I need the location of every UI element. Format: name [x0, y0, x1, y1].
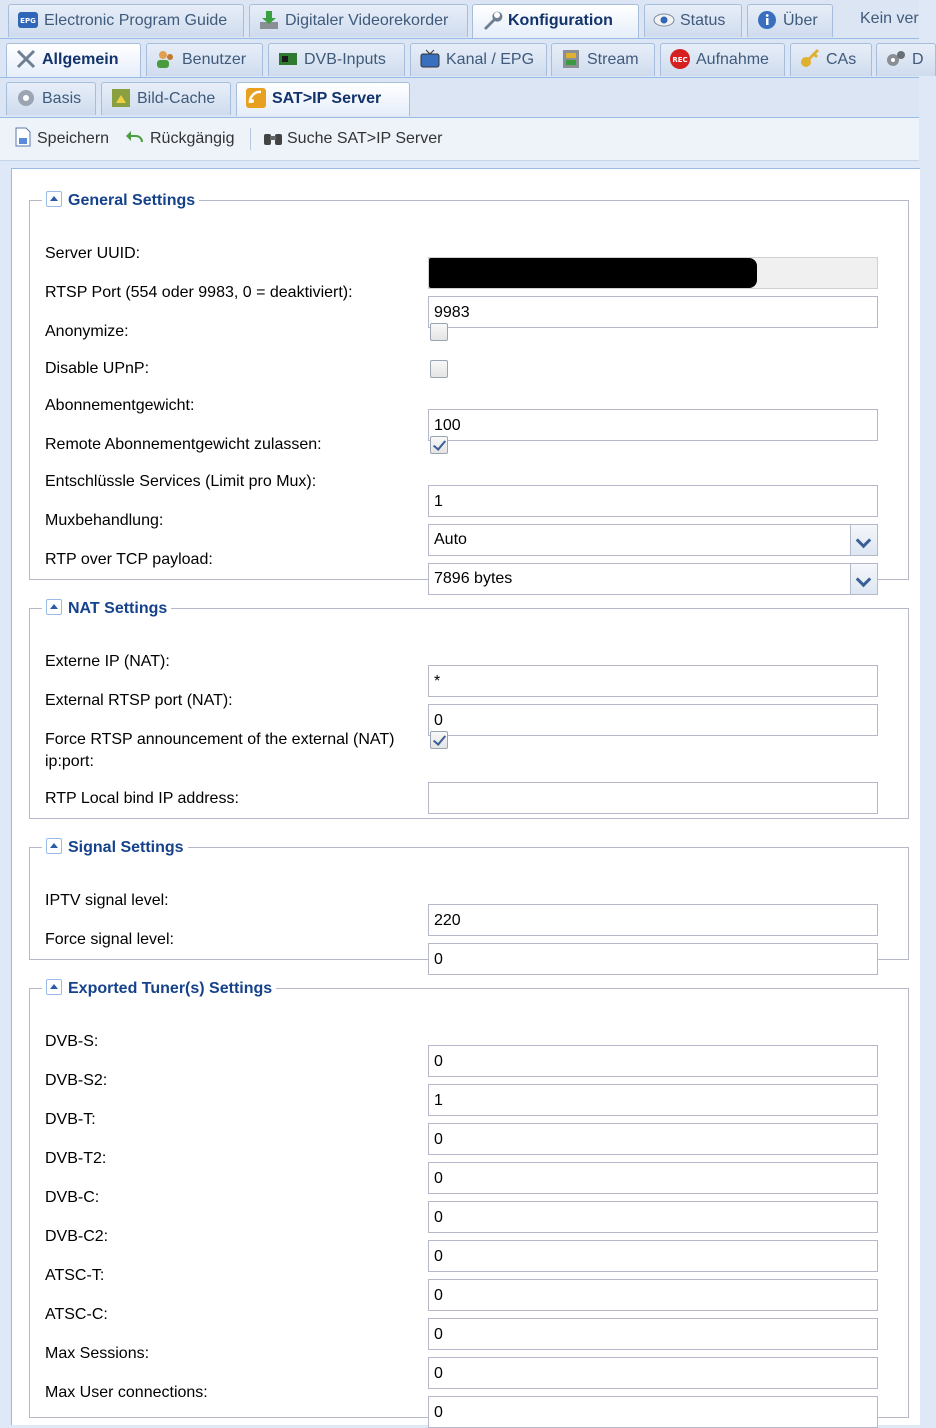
- chevron-down-icon[interactable]: [850, 564, 877, 594]
- force-rtsp-label: Force RTSP announcement of the external (NAT) ip:port:: [45, 731, 395, 770]
- signal-settings-fieldset: [29, 839, 909, 960]
- rtp-tcp-select[interactable]: 7896 bytes: [428, 563, 878, 595]
- nat-settings-legend: NAT Settings: [42, 598, 171, 620]
- tuner-label: DVB-C:: [45, 1189, 100, 1206]
- rtsp-port-label: RTSP Port (554 oder 9983, 0 = deaktiviert):: [45, 284, 353, 301]
- chevron-down-icon[interactable]: [850, 525, 877, 555]
- wrench-icon: [481, 9, 503, 31]
- tab-ueber[interactable]: Über: [747, 4, 833, 37]
- toolbar: [0, 118, 919, 161]
- tv-icon: [419, 48, 441, 70]
- tab-dvb-inputs[interactable]: DVB-Inputs: [268, 43, 405, 76]
- epg-icon: [17, 9, 39, 31]
- bind-ip-label: RTP Local bind IP address:: [45, 790, 239, 807]
- weight-input[interactable]: [428, 409, 878, 441]
- disable-upnp-checkbox[interactable]: [430, 360, 448, 378]
- tab-dvr[interactable]: Digitaler Videorekorder: [249, 4, 468, 37]
- general-settings-legend: General Settings: [42, 190, 199, 212]
- remote-weight-checkbox[interactable]: [430, 436, 448, 454]
- rec-icon: [669, 48, 691, 70]
- key-icon: [799, 48, 821, 70]
- svg-text:REC: REC: [672, 55, 688, 64]
- connection-status: Kein ver: [860, 10, 919, 27]
- card-icon: [277, 48, 299, 70]
- collapse-icon[interactable]: [46, 838, 62, 854]
- undo-button[interactable]: Rückgängig: [125, 127, 235, 151]
- binoculars-icon: [262, 126, 284, 148]
- server-uuid-field: [428, 257, 878, 289]
- ext-ip-input[interactable]: [428, 665, 878, 697]
- film-icon: [560, 48, 582, 70]
- force-rtsp-checkbox[interactable]: [430, 731, 448, 749]
- tuner-label: DVB-S:: [45, 1033, 99, 1050]
- svg-text:EPG: EPG: [20, 16, 36, 25]
- redacted-uuid: [429, 258, 757, 288]
- eye-icon: [653, 9, 675, 31]
- image-cache-icon: [110, 87, 132, 109]
- info-icon: [756, 9, 778, 31]
- rtp-tcp-label: RTP over TCP payload:: [45, 551, 213, 568]
- tab-bild-cache[interactable]: Bild-Cache: [101, 82, 231, 115]
- config-tab-bar: [0, 39, 924, 78]
- anonymize-label: Anonymize:: [45, 323, 129, 340]
- tab-konfiguration[interactable]: Konfiguration: [472, 4, 639, 38]
- muxcnf-label: Muxbehandlung:: [45, 512, 164, 529]
- nat-settings-fieldset: [29, 600, 909, 819]
- allgemein-sub-tab-bar: [0, 78, 919, 118]
- tuner-input[interactable]: [428, 1357, 878, 1389]
- save-icon: [12, 126, 34, 148]
- toolbar-separator: [250, 128, 251, 150]
- tuners-settings-fieldset: [29, 980, 909, 1418]
- tab-stream[interactable]: Stream: [551, 43, 655, 76]
- tab-sat-ip-server[interactable]: SAT>IP Server: [236, 82, 410, 116]
- users-icon: [155, 48, 177, 70]
- tuner-input[interactable]: [428, 1123, 878, 1155]
- tuner-input[interactable]: [428, 1396, 878, 1428]
- tuner-input[interactable]: [428, 1240, 878, 1272]
- search-sat-ip-button[interactable]: Suche SAT>IP Server: [262, 127, 442, 151]
- general-settings-fieldset: [29, 192, 909, 587]
- tuner-input[interactable]: [428, 1279, 878, 1311]
- main-tab-bar: [0, 0, 919, 39]
- collapse-icon[interactable]: [46, 599, 62, 615]
- disable-upnp-label: Disable UPnP:: [45, 360, 150, 377]
- force-signal-input[interactable]: [428, 943, 878, 975]
- tuner-input[interactable]: [428, 1045, 878, 1077]
- force-signal-label: Force signal level:: [45, 931, 174, 948]
- iptv-signal-label: IPTV signal level:: [45, 892, 169, 909]
- muxcnf-select[interactable]: Auto: [428, 524, 878, 556]
- tuner-input[interactable]: [428, 1162, 878, 1194]
- tab-allgemein[interactable]: Allgemein: [6, 43, 141, 77]
- tuner-label: DVB-T2:: [45, 1150, 107, 1167]
- tuner-label: ATSC-C:: [45, 1306, 108, 1323]
- tools-icon: [15, 48, 37, 70]
- settings-form: [11, 168, 920, 1425]
- tab-cas[interactable]: CAs: [790, 43, 872, 76]
- anonymize-checkbox[interactable]: [430, 323, 448, 341]
- signal-settings-legend: Signal Settings: [42, 837, 188, 859]
- tuner-label: DVB-T:: [45, 1111, 96, 1128]
- tuner-label: DVB-S2:: [45, 1072, 108, 1089]
- tab-aufnahme[interactable]: REC Aufnahme: [660, 43, 785, 76]
- tab-kanal-epg[interactable]: Kanal / EPG: [410, 43, 547, 76]
- weight-label: Abonnementgewicht:: [45, 397, 195, 414]
- collapse-icon[interactable]: [46, 979, 62, 995]
- gear-icon: [15, 87, 37, 109]
- server-uuid-label: Server UUID:: [45, 245, 141, 262]
- satip-icon: [245, 87, 267, 109]
- remote-weight-label: Remote Abonnementgewicht zulassen:: [45, 436, 322, 453]
- rtsp-port-input[interactable]: [428, 296, 878, 328]
- descramble-input[interactable]: [428, 485, 878, 517]
- tuners-settings-legend: Exported Tuner(s) Settings: [42, 978, 276, 1000]
- ext-ip-label: Externe IP (NAT):: [45, 653, 170, 670]
- ext-rtsp-label: External RTSP port (NAT):: [45, 692, 233, 709]
- tuner-label: Max Sessions:: [45, 1345, 150, 1362]
- descramble-label: Entschlüssle Services (Limit pro Mux):: [45, 473, 317, 490]
- gears-icon: [885, 48, 907, 70]
- save-button[interactable]: Speichern: [12, 127, 109, 151]
- tab-epg[interactable]: EPG Electronic Program Guide: [8, 4, 244, 37]
- tuner-input[interactable]: [428, 1084, 878, 1116]
- undo-icon: [125, 126, 147, 148]
- tuner-input[interactable]: [428, 1201, 878, 1233]
- iptv-signal-input[interactable]: [428, 904, 878, 936]
- tuner-label: Max User connections:: [45, 1384, 208, 1401]
- bind-ip-input[interactable]: [428, 782, 878, 814]
- tuner-input[interactable]: [428, 1318, 878, 1350]
- tuner-label: DVB-C2:: [45, 1228, 109, 1245]
- tab-more[interactable]: D: [876, 43, 936, 76]
- ext-rtsp-input[interactable]: [428, 704, 878, 736]
- tab-status[interactable]: Status: [644, 4, 742, 37]
- collapse-icon[interactable]: [46, 191, 62, 207]
- tab-benutzer[interactable]: Benutzer: [146, 43, 263, 76]
- download-icon: [258, 9, 280, 31]
- tuner-label: ATSC-T:: [45, 1267, 105, 1284]
- tab-basis[interactable]: Basis: [6, 82, 96, 115]
